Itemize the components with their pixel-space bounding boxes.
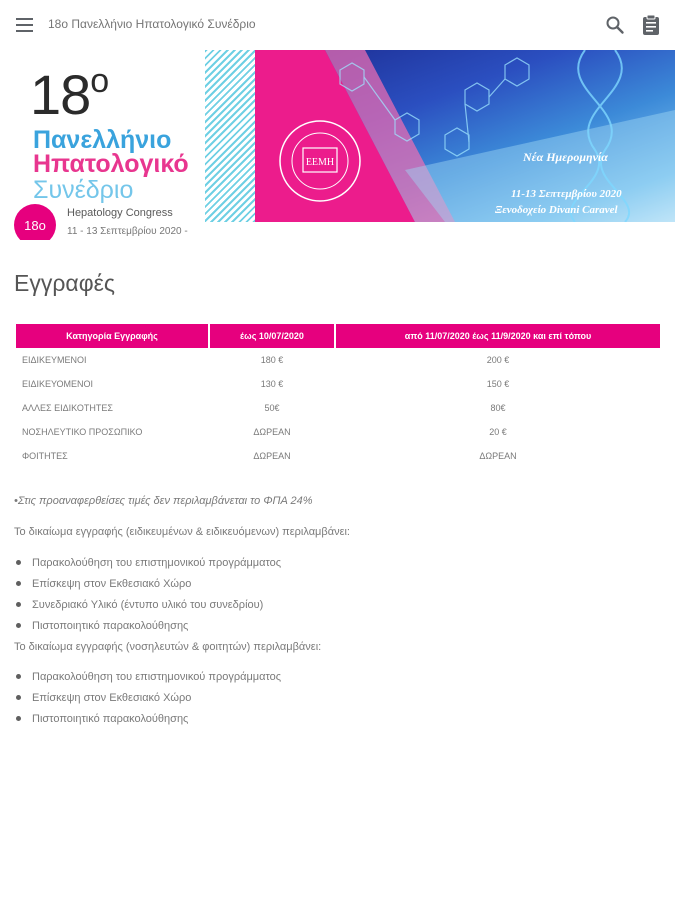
table-row <box>16 348 660 372</box>
table-header-row <box>16 324 660 348</box>
cell-category: ΑΛΛΕΣ ΕΙΔΙΚΟΤΗΤΕΣ <box>22 403 113 413</box>
svg-text:ΕΕΜΗ: ΕΕΜΗ <box>305 157 335 168</box>
eemh-seal-logo <box>277 118 363 204</box>
banner-stripes <box>205 50 257 222</box>
image-dates: 11-13 Σεπτεμβρίου 2020 <box>511 188 622 200</box>
cell-category: ΝΟΣΗΛΕΥΤΙΚΟ ΠΡΟΣΩΠΙΚΟ <box>22 427 143 437</box>
banner-image <box>255 50 675 222</box>
app-bar <box>0 0 675 50</box>
list-item: Παρακολούθηση του επιστημονικού προγράμματος <box>14 670 281 691</box>
list-item: Παρακολούθηση του επιστημονικού προγράμματος <box>14 556 281 577</box>
table-row <box>16 396 660 420</box>
table-row <box>16 444 660 468</box>
venue-label: Ξενοδοχείο Divani Caravel <box>495 204 618 216</box>
cell-early-fee: 50€ <box>264 403 280 413</box>
cell-early-fee: 180 € <box>260 355 284 365</box>
list-item: Συνεδριακό Υλικό (έντυπο υλικό του συνεδρίου) <box>14 598 281 619</box>
new-date-label: Νέα Ημερομηνία <box>523 150 608 164</box>
page-title: Εγγραφές <box>14 270 115 296</box>
cell-late-fee: 80€ <box>490 403 506 413</box>
cell-late-fee: 150 € <box>486 379 510 389</box>
cell-early-fee: ΔΩΡΕΑΝ <box>253 427 291 437</box>
vat-note: •Στις προαναφερθείσες τιμές δεν περιλαμβάνεται το ΦΠΑ 24% <box>14 495 313 507</box>
banner-line-1: Πανελλήνιο <box>33 126 172 154</box>
badge-18o: 18ο <box>14 204 56 240</box>
cell-early-fee: ΔΩΡΕΑΝ <box>253 451 291 461</box>
app-bar-title: 18ο Πανελλήνιο Ηπατολογικό Συνέδριο <box>48 17 256 31</box>
list-item: Επίσκεψη στον Εκθεσιακό Χώρο <box>14 577 281 598</box>
banner-ordinal: ο <box>90 62 109 101</box>
banner-english-title: Hepatology Congress <box>67 207 173 219</box>
includes-heading-nurses: Το δικαίωμα εγγραφής (νοσηλευτών & φοιτητών) περιλαμβάνει: <box>14 641 322 653</box>
banner-dates: 11 - 13 Σεπτεμβρίου 2020 - <box>67 226 188 237</box>
clipboard-icon[interactable] <box>640 13 662 37</box>
header-category: Κατηγορία Εγγραφής <box>16 324 208 348</box>
cell-late-fee: 20 € <box>489 427 507 437</box>
search-icon[interactable] <box>604 14 626 36</box>
banner-number: $18^o$ <box>30 62 109 126</box>
list-item: Πιστοποιητικό παρακολούθησης <box>14 619 281 640</box>
list-item: Επίσκεψη στον Εκθεσιακό Χώρο <box>14 691 281 712</box>
cell-category: ΕΙΔΙΚΕΥΜΕΝΟΙ <box>22 355 87 365</box>
includes-heading-doctors: Το δικαίωμα εγγραφής (ειδικευμένων & ειδικευόμενων) περιλαμβάνει: <box>14 526 350 538</box>
banner-line-2: Ηπατολογικό <box>33 150 189 178</box>
list-item: Πιστοποιητικό παρακολούθησης <box>14 712 281 733</box>
cell-early-fee: 130 € <box>260 379 284 389</box>
header-late: από 11/07/2020 έως 11/9/2020 και επί τόπου <box>336 324 660 348</box>
menu-icon[interactable] <box>12 13 38 37</box>
table-row <box>16 420 660 444</box>
cell-category: ΦΟΙΤΗΤΕΣ <box>22 451 68 461</box>
header-early: έως 10/07/2020 <box>210 324 334 348</box>
cell-late-fee: 200 € <box>486 355 510 365</box>
congress-banner <box>0 50 675 240</box>
cell-late-fee: ΔΩΡΕΑΝ <box>479 451 517 461</box>
banner-line-3: Συνέδριο <box>33 176 134 204</box>
includes-list-nurses <box>14 670 281 733</box>
table-row <box>16 372 660 396</box>
includes-list-doctors <box>14 556 281 640</box>
registration-fees-table <box>14 324 662 468</box>
cell-category: ΕΙΔΙΚΕΥΟΜΕΝΟΙ <box>22 379 94 389</box>
